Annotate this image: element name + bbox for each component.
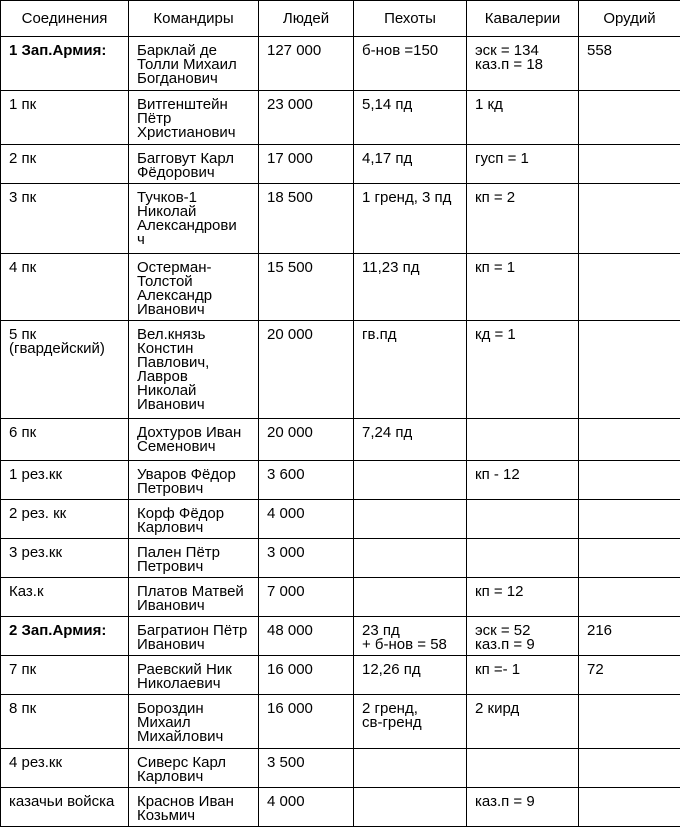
infantry-cell: 7,24 пд xyxy=(354,419,467,461)
guns-cell xyxy=(579,461,680,500)
table-row xyxy=(1,749,680,788)
unit-cell: 7 пк xyxy=(1,656,129,695)
men-cell: 48 000 xyxy=(259,617,354,656)
unit-cell: 6 пк xyxy=(1,419,129,461)
commander-cell: Корф Фёдор Карлович xyxy=(129,500,259,539)
guns-cell xyxy=(579,695,680,749)
commander-cell: Платов Матвей Иванович xyxy=(129,578,259,617)
infantry-cell: 11,23 пд xyxy=(354,254,467,321)
cavalry-cell: кп = 2 xyxy=(467,184,579,254)
table-row xyxy=(1,578,680,617)
cavalry-cell xyxy=(467,539,579,578)
men-cell: 3 600 xyxy=(259,461,354,500)
cavalry-cell: кп = 12 xyxy=(467,578,579,617)
commander-cell: Уваров Фёдор Петрович xyxy=(129,461,259,500)
table-row xyxy=(1,419,680,461)
table-row xyxy=(1,500,680,539)
cavalry-cell xyxy=(467,500,579,539)
commander-cell: Бороздин Михаил Михайлович xyxy=(129,695,259,749)
unit-cell: казачьи войска xyxy=(1,788,129,827)
men-cell: 16 000 xyxy=(259,695,354,749)
unit-cell: 8 пк xyxy=(1,695,129,749)
cavalry-cell: кп = 1 xyxy=(467,254,579,321)
guns-cell xyxy=(579,500,680,539)
cavalry-cell: кп - 12 xyxy=(467,461,579,500)
men-cell: 23 000 xyxy=(259,91,354,145)
table-row xyxy=(1,656,680,695)
infantry-cell xyxy=(354,788,467,827)
header-guns: Орудий xyxy=(579,1,680,37)
cavalry-cell: кд = 1 xyxy=(467,321,579,419)
guns-cell xyxy=(579,321,680,419)
infantry-cell xyxy=(354,578,467,617)
men-cell: 7 000 xyxy=(259,578,354,617)
header-row xyxy=(1,1,680,37)
guns-cell xyxy=(579,145,680,184)
commander-cell: Дохтуров Иван Семенович xyxy=(129,419,259,461)
cavalry-cell: гусп = 1 xyxy=(467,145,579,184)
header-infantry: Пехоты xyxy=(354,1,467,37)
cavalry-cell xyxy=(467,419,579,461)
guns-cell xyxy=(579,254,680,321)
unit-cell: 5 пк (гвардейский) xyxy=(1,321,129,419)
unit-cell: 1 рез.кк xyxy=(1,461,129,500)
commander-cell: Сиверс Карл Карлович xyxy=(129,749,259,788)
unit-cell: 1 Зап.Армия: xyxy=(1,37,129,91)
unit-cell: 1 пк xyxy=(1,91,129,145)
men-cell: 16 000 xyxy=(259,656,354,695)
commander-cell: Багратион Пётр Иванович xyxy=(129,617,259,656)
unit-cell: 2 пк xyxy=(1,145,129,184)
cavalry-cell: каз.п = 9 xyxy=(467,788,579,827)
men-cell: 15 500 xyxy=(259,254,354,321)
table-row xyxy=(1,695,680,749)
table-row xyxy=(1,321,680,419)
table-row xyxy=(1,91,680,145)
men-cell: 127 000 xyxy=(259,37,354,91)
cavalry-cell: эск = 134 каз.п = 18 xyxy=(467,37,579,91)
infantry-cell xyxy=(354,461,467,500)
guns-cell xyxy=(579,749,680,788)
men-cell: 3 500 xyxy=(259,749,354,788)
header-commanders: Командиры xyxy=(129,1,259,37)
infantry-cell xyxy=(354,539,467,578)
guns-cell xyxy=(579,539,680,578)
guns-cell: 72 xyxy=(579,656,680,695)
unit-cell: 3 пк xyxy=(1,184,129,254)
unit-cell: 2 рез. кк xyxy=(1,500,129,539)
infantry-cell: 5,14 пд xyxy=(354,91,467,145)
commander-cell: Витгенштейн Пётр Христианович xyxy=(129,91,259,145)
commander-cell: Багговут Карл Фёдорович xyxy=(129,145,259,184)
infantry-cell: 23 пд + б-нов = 58 xyxy=(354,617,467,656)
commander-cell: Раевский Ник Николаевич xyxy=(129,656,259,695)
guns-cell xyxy=(579,788,680,827)
cavalry-cell xyxy=(467,749,579,788)
table-row xyxy=(1,539,680,578)
men-cell: 3 000 xyxy=(259,539,354,578)
guns-cell xyxy=(579,184,680,254)
cavalry-cell: эск = 52 каз.п = 9 xyxy=(467,617,579,656)
table-row xyxy=(1,184,680,254)
unit-cell: Каз.к xyxy=(1,578,129,617)
men-cell: 18 500 xyxy=(259,184,354,254)
table-row xyxy=(1,461,680,500)
infantry-cell: 2 гренд, св-гренд xyxy=(354,695,467,749)
men-cell: 4 000 xyxy=(259,788,354,827)
infantry-cell: 12,26 пд xyxy=(354,656,467,695)
unit-cell: 3 рез.кк xyxy=(1,539,129,578)
cavalry-cell: 2 кирд xyxy=(467,695,579,749)
header-units: Соединения xyxy=(1,1,129,37)
commander-cell: Барклай де Толли Михаил Богданович xyxy=(129,37,259,91)
header-cavalry: Кавалерии xyxy=(467,1,579,37)
infantry-cell: гв.пд xyxy=(354,321,467,419)
table-row xyxy=(1,37,680,91)
table-row xyxy=(1,145,680,184)
header-men: Людей xyxy=(259,1,354,37)
table-row xyxy=(1,617,680,656)
commander-cell: Вел.князь Констин Павлович, Лавров Николай Иванович xyxy=(129,321,259,419)
infantry-cell: 1 гренд, 3 пд xyxy=(354,184,467,254)
men-cell: 20 000 xyxy=(259,321,354,419)
infantry-cell xyxy=(354,749,467,788)
infantry-cell: б-нов =150 xyxy=(354,37,467,91)
cavalry-cell: 1 кд xyxy=(467,91,579,145)
commander-cell: Пален Пётр Петрович xyxy=(129,539,259,578)
cavalry-cell: кп =- 1 xyxy=(467,656,579,695)
unit-cell: 4 рез.кк xyxy=(1,749,129,788)
table-row xyxy=(1,788,680,827)
table-row xyxy=(1,254,680,321)
men-cell: 17 000 xyxy=(259,145,354,184)
unit-cell: 4 пк xyxy=(1,254,129,321)
guns-cell: 216 xyxy=(579,617,680,656)
commander-cell: Тучков-1 Николай Александрови ч xyxy=(129,184,259,254)
commander-cell: Остерман- Толстой Александр Иванович xyxy=(129,254,259,321)
guns-cell: 558 xyxy=(579,37,680,91)
commander-cell: Краснов Иван Козьмич xyxy=(129,788,259,827)
guns-cell xyxy=(579,91,680,145)
infantry-cell xyxy=(354,500,467,539)
men-cell: 20 000 xyxy=(259,419,354,461)
guns-cell xyxy=(579,578,680,617)
infantry-cell: 4,17 пд xyxy=(354,145,467,184)
guns-cell xyxy=(579,419,680,461)
unit-cell: 2 Зап.Армия: xyxy=(1,617,129,656)
men-cell: 4 000 xyxy=(259,500,354,539)
